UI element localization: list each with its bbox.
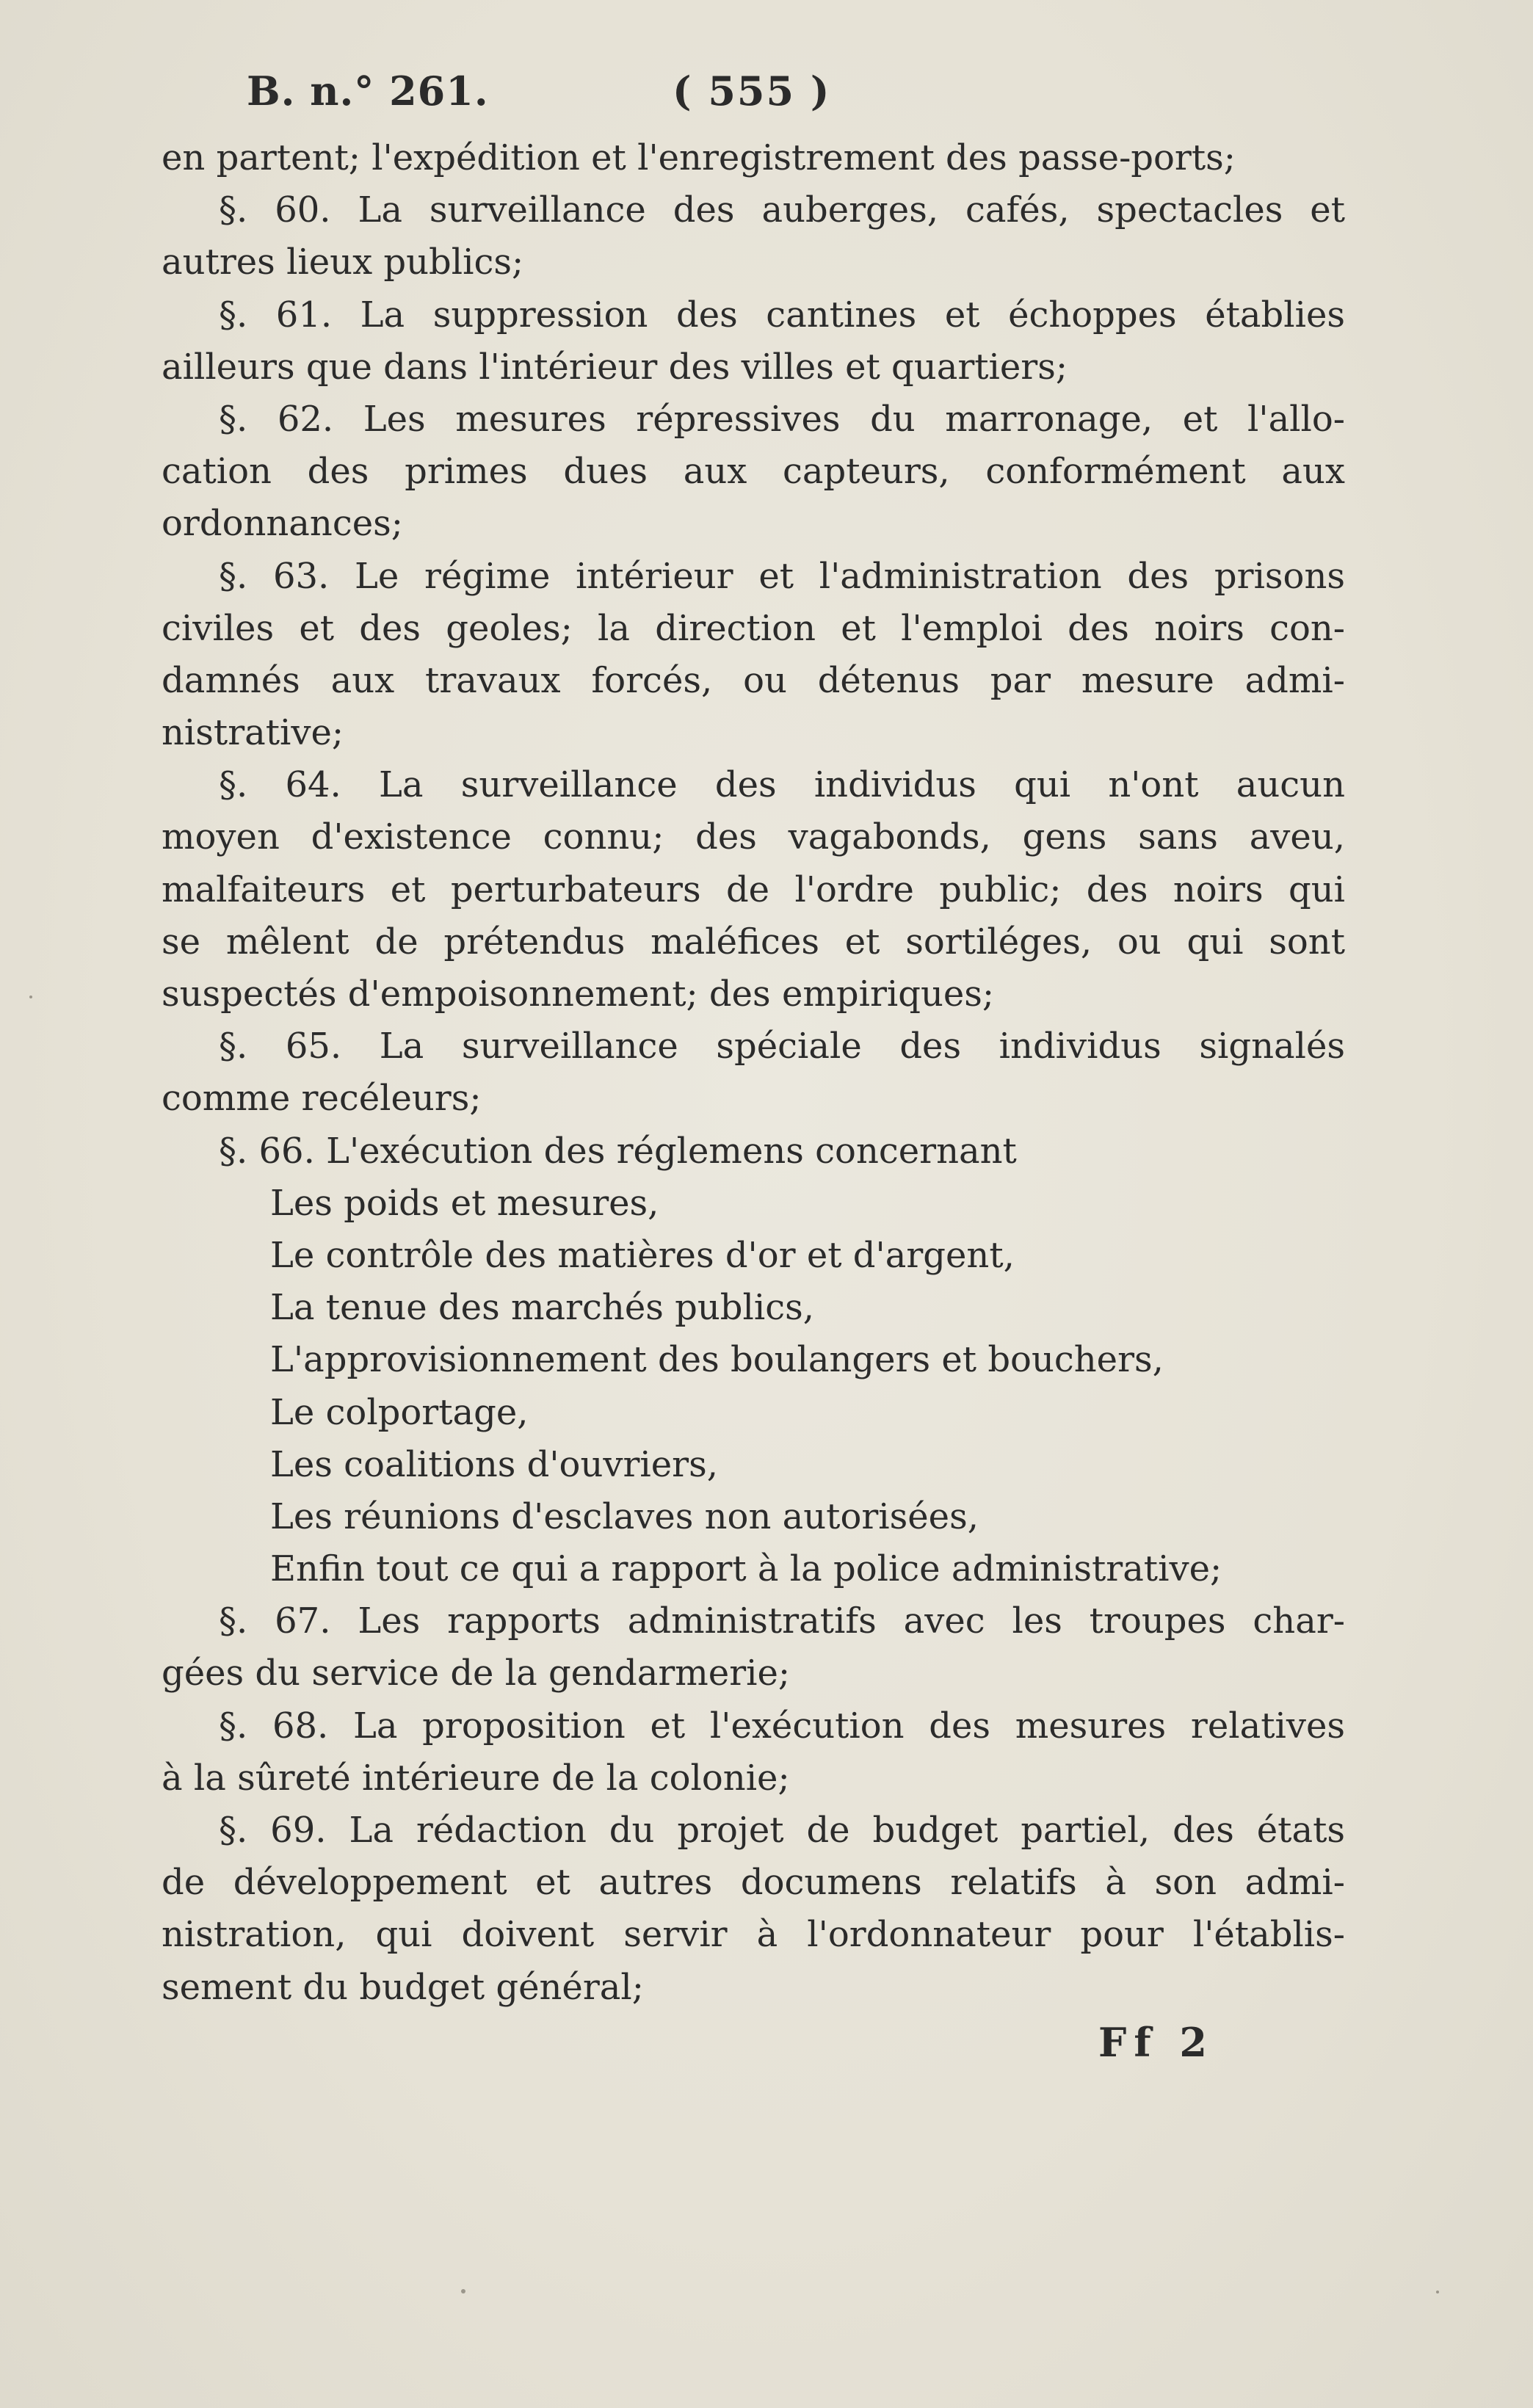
text-line: comme recéleurs;: [162, 1078, 482, 1120]
text-line: ordonnances;: [162, 503, 403, 545]
text-line: moyen d'existence connu; des vagabonds, gens sans aveu,: [162, 816, 1345, 858]
article-60-line: §. 60. La surveillance des auberges, cafés, spectacles et: [219, 189, 1345, 231]
text-line: autres lieux publics;: [162, 242, 524, 283]
article-61-line: §. 61. La suppression des cantines et échoppes établies: [219, 294, 1345, 336]
text-line: de développement et autres documens relatifs à son admi-: [162, 1862, 1345, 1904]
article-68-line: §. 68. La proposition et l'exécution des mesures relatives: [219, 1705, 1345, 1747]
ink-speck: [461, 2289, 465, 2293]
article-64-line: §. 64. La surveillance des individus qui n'ont aucun: [219, 764, 1345, 806]
document-body: [162, 132, 1345, 2014]
text-line: se mêlent de prétendus maléfices et sortiléges, ou qui sont: [162, 921, 1345, 962]
page-number: ( 555 ): [673, 68, 831, 115]
article-63-line: §. 63. Le régime intérieur et l'administration des prisons: [219, 555, 1345, 597]
text-line: damnés aux travaux forcés, ou détenus par mesure admi-: [162, 659, 1345, 701]
ink-speck: [1436, 2291, 1439, 2293]
ink-speck: [29, 996, 32, 998]
list-item: Le colportage,: [270, 1391, 529, 1433]
article-66-line: §. 66. L'exécution des réglemens concernant: [219, 1130, 1017, 1172]
article-65-line: §. 65. La surveillance spéciale des individus signalés: [219, 1026, 1345, 1067]
list-item: Les réunions d'esclaves non autorisées,: [270, 1495, 979, 1537]
list-item: Enfin tout ce qui a rapport à la police administrative;: [270, 1548, 1222, 1590]
text-line: nistrative;: [162, 712, 344, 754]
list-item: L'approvisionnement des boulangers et bouchers,: [270, 1339, 1164, 1381]
text-line: sement du budget général;: [162, 1966, 644, 2008]
text-line: cation des primes dues aux capteurs, conformément aux: [162, 451, 1345, 493]
bulletin-reference: B. n.° 261.: [247, 68, 489, 115]
article-67-line: §. 67. Les rapports administratifs avec les troupes char-: [219, 1600, 1345, 1642]
page-header: [247, 68, 1348, 126]
article-62-line: §. 62. Les mesures répressives du marronage, et l'allo-: [219, 398, 1345, 440]
article-69-line: §. 69. La rédaction du projet de budget partiel, des états: [219, 1810, 1345, 1851]
list-item: Le contrôle des matières d'or et d'argent,: [270, 1234, 1015, 1276]
list-item: Les poids et mesures,: [270, 1182, 659, 1224]
list-item: Les coalitions d'ouvriers,: [270, 1443, 719, 1485]
text-line: à la sûreté intérieure de la colonie;: [162, 1757, 790, 1799]
text-line: en partent; l'expédition et l'enregistrement des passe-ports;: [162, 137, 1236, 178]
text-line: suspectés d'empoisonnement; des empiriques;: [162, 973, 995, 1015]
list-item: La tenue des marchés publics,: [270, 1287, 814, 1329]
text-line: civiles et des geoles; la direction et l'emploi des noirs con-: [162, 607, 1345, 649]
text-line: malfaiteurs et perturbateurs de l'ordre public; des noirs qui: [162, 868, 1345, 910]
text-line: gées du service de la gendarmerie;: [162, 1653, 791, 1694]
text-line: nistration, qui doivent servir à l'ordonnateur pour l'établis-: [162, 1914, 1345, 1956]
signature-mark: Ff 2: [1098, 2019, 1214, 2066]
text-line: ailleurs que dans l'intérieur des villes et quartiers;: [162, 346, 1068, 388]
